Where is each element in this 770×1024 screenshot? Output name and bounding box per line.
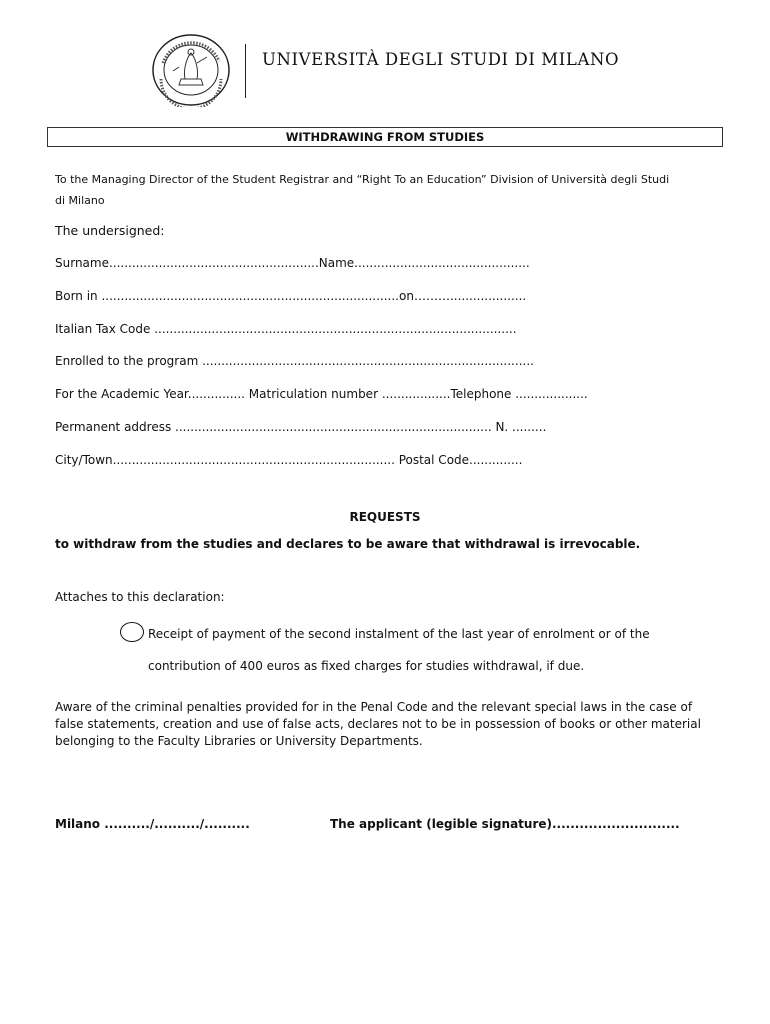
tax-code-field[interactable]: Italian Tax Code ............................................................................................... bbox=[55, 322, 517, 336]
date-field[interactable]: Milano ........../........../.......... bbox=[55, 817, 250, 831]
attachment-line-2: contribution of 400 euros as fixed charges for studies withdrawal, if due. bbox=[148, 659, 585, 673]
requests-heading: REQUESTS bbox=[349, 510, 421, 524]
signature-field[interactable]: The applicant (legible signature)............................ bbox=[330, 817, 680, 831]
birth-field[interactable]: Born in ..............................................................................on……….................... bbox=[55, 289, 527, 303]
city-postal-field[interactable]: City/Town.......................................................................... Postal Code.............. bbox=[55, 453, 523, 467]
form-title-box bbox=[47, 127, 723, 147]
declaration-paragraph: Aware of the criminal penalties provided for in the Penal Code and the relevant special laws in the case of false statements, creation and use of false acts, declares not to be in possession of books or other material belonging to the Faculty Libraries or University Departments. bbox=[55, 700, 701, 748]
surname-name-field[interactable]: Surname.......................................................Name.............................................. bbox=[55, 256, 530, 270]
program-field[interactable]: Enrolled to the program ....................................................................................... bbox=[55, 354, 534, 368]
academic-year-field[interactable]: For the Academic Year............... Matriculation number ..................Telephone ................... bbox=[55, 387, 588, 401]
addressee-line-2: di Milano bbox=[55, 194, 105, 207]
university-name: UNIVERSITÀ DEGLI STUDI DI MILANO bbox=[262, 50, 620, 69]
form-title: WITHDRAWING FROM STUDIES bbox=[285, 130, 485, 144]
header-divider bbox=[245, 44, 246, 98]
attachment-line-1: Receipt of payment of the second instalment of the last year of enrolment or of the bbox=[148, 627, 650, 641]
attachment-checkbox[interactable] bbox=[120, 622, 144, 642]
requests-text: to withdraw from the studies and declares to be aware that withdrawal is irrevocable. bbox=[55, 537, 641, 551]
address-field[interactable]: Permanent address ................................................................................... N. ......... bbox=[55, 420, 547, 434]
undersigned-label: The undersigned: bbox=[55, 223, 165, 238]
addressee-line-1: To the Managing Director of the Student Registrar and “Right To an Education” Division of Università degli Studi bbox=[55, 173, 670, 186]
university-seal-logo bbox=[149, 33, 233, 107]
attaches-label: Attaches to this declaration: bbox=[55, 590, 225, 604]
